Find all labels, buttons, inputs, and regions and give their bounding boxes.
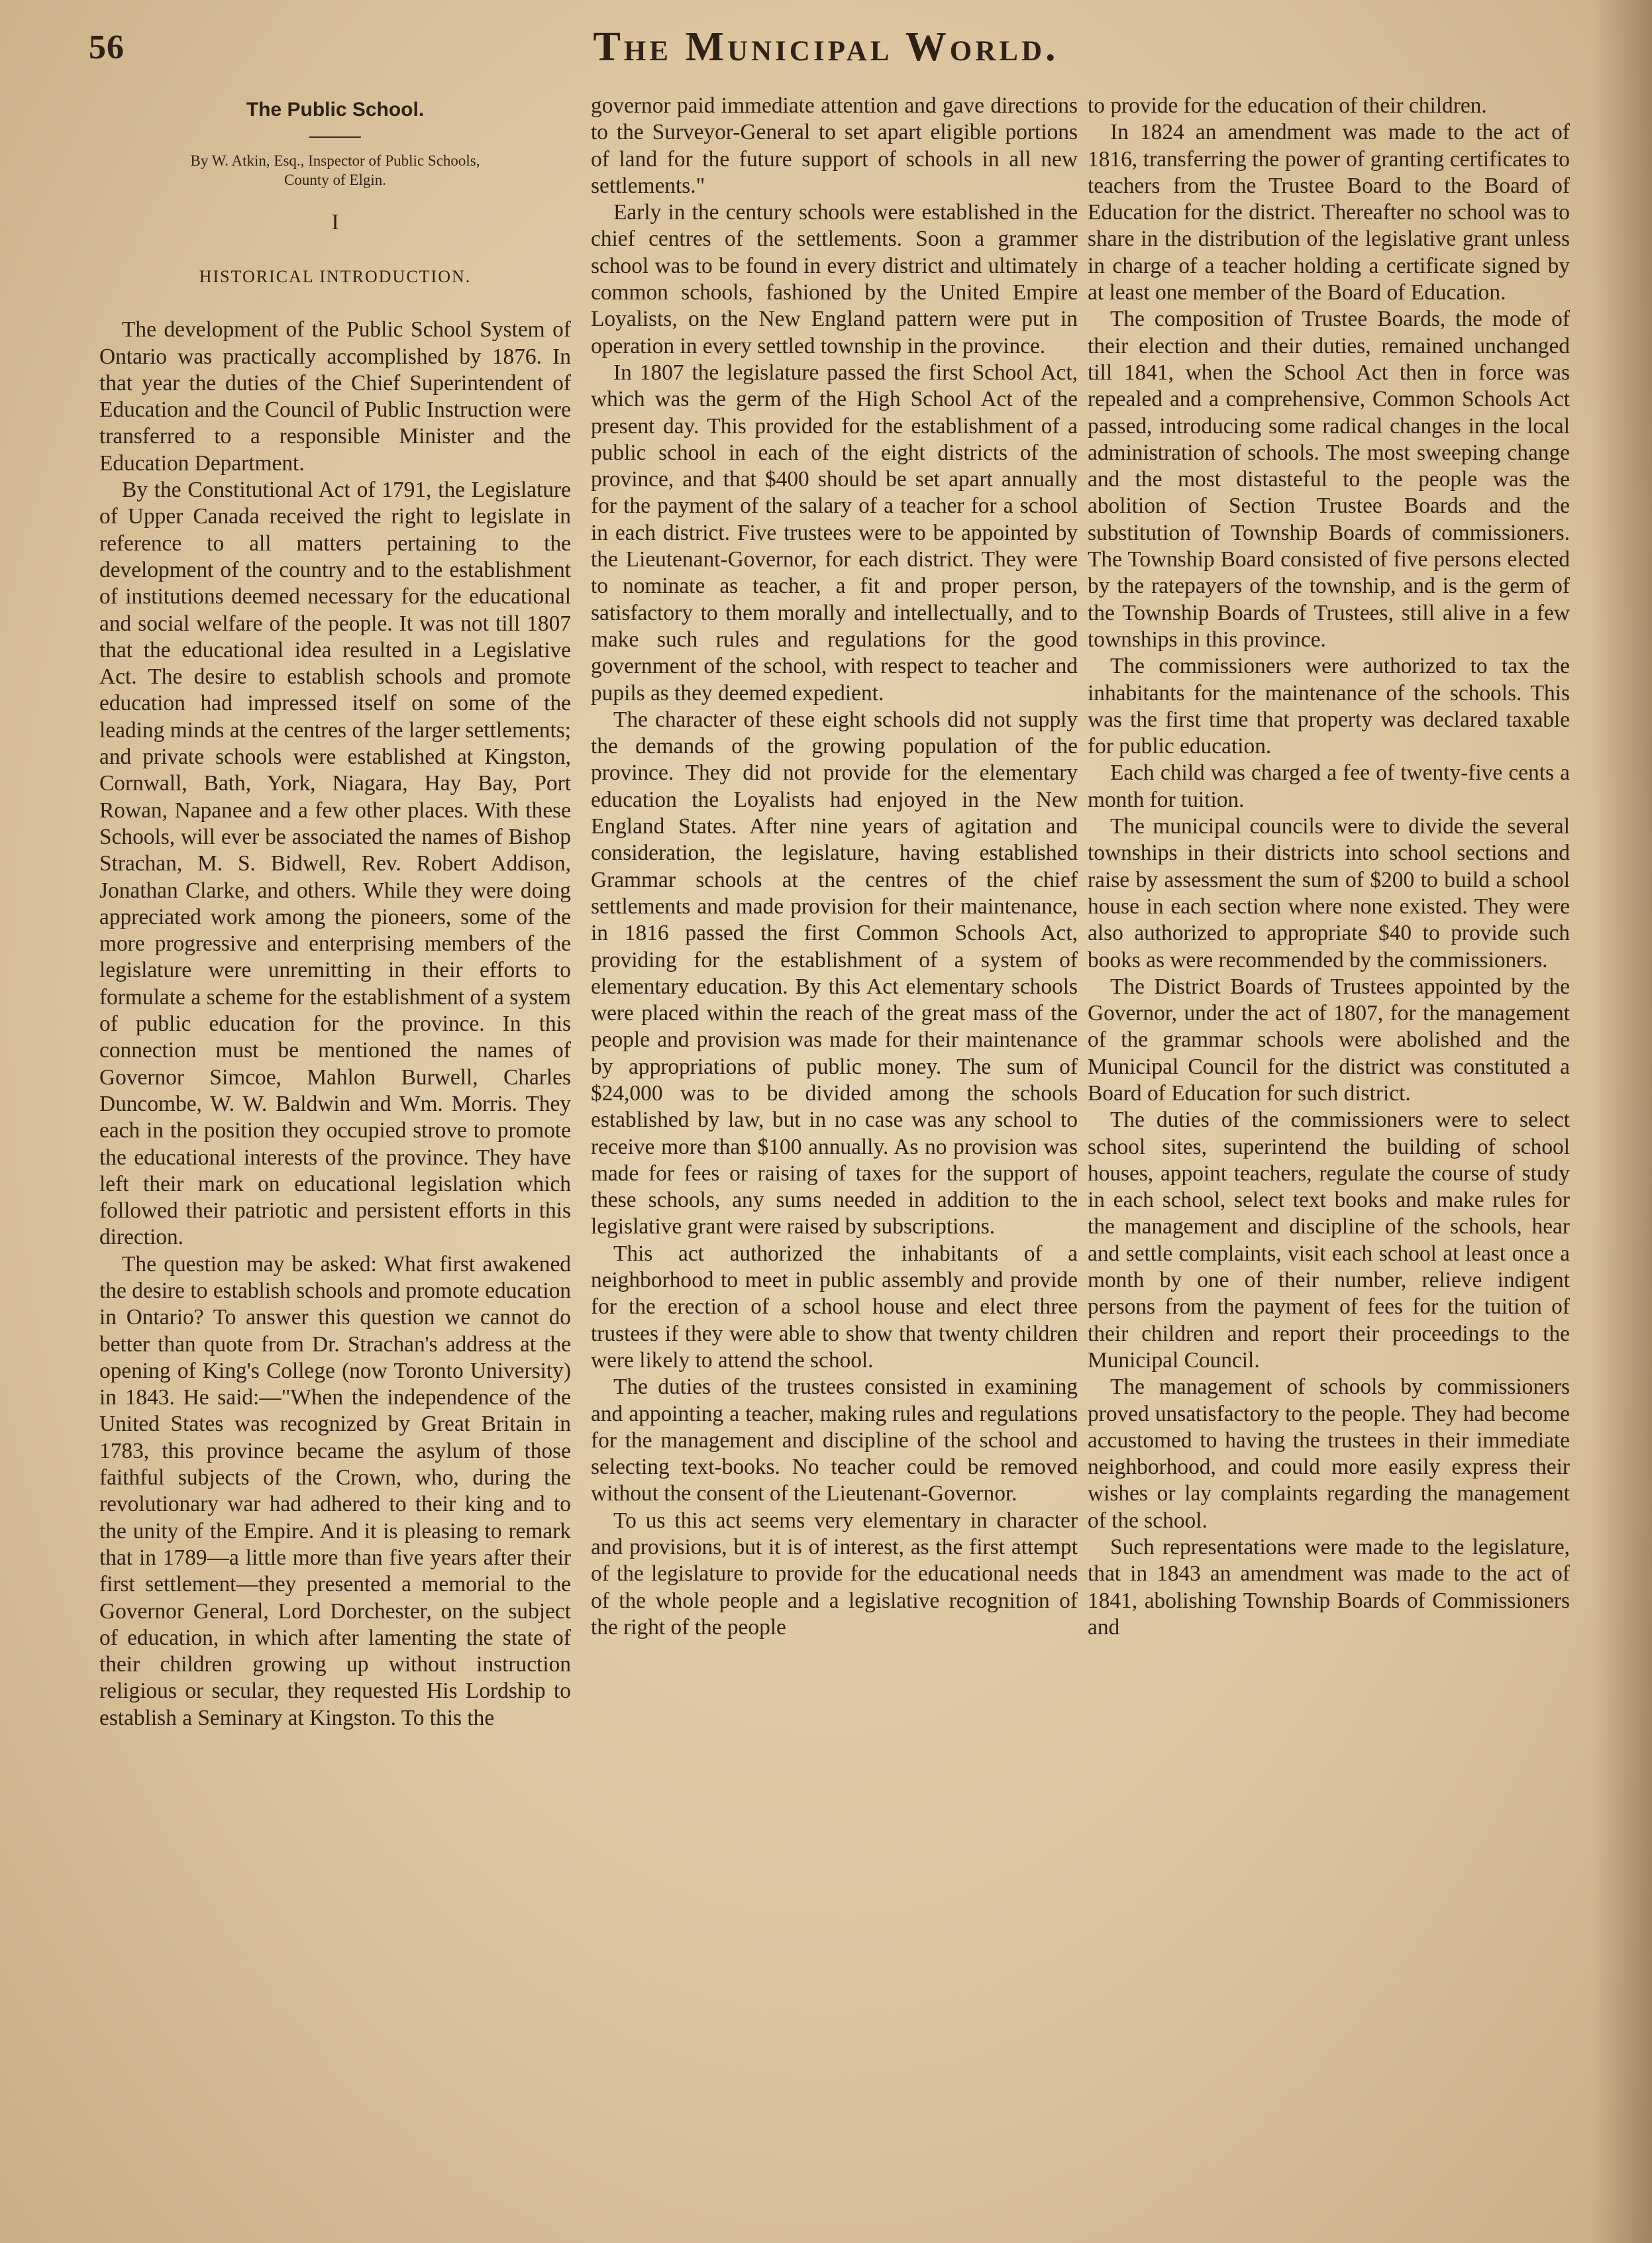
paragraph: The commissioners were authorized to tax the inhabitants for the maintenance of the schools. This was the first time that property was declared taxable for public education. [1088, 654, 1570, 759]
paragraph: to provide for the education of their children. [1088, 93, 1487, 118]
byline-author: By W. Atkin, Esq., Inspector of Public Schools, [190, 152, 480, 169]
paragraph: The character of these eight schools did not supply the demands of the growing population of the province. They did not provide for the elementary education the Loyalists had enjoyed in the New England States. After nine years of agitation and consideration, the legislature, having established Grammar schools at the centres of the chief settlements and made provision for their maintenance, in 1816 passed the first Common Schools Act, providing for the establishment of a system of elementary education. By this Act elementary schools were placed within the reach of the great mass of the people and provision was made for their maintenance by appropriations of public money. The sum of $24,000 was to be divided among the schools established by law, but in no case was any school to receive more than $100 annually. As no provision was made for fees or raising of taxes for the support of these schools, any sums needed in addition to the legislative grant were raised by subscriptions. [591, 707, 1078, 1239]
section-heading: HISTORICAL INTRODUCTION. [199, 267, 472, 286]
paragraph: Early in the century schools were established in the chief centres of the settlements. Soon a grammer school was to be found in every district and ultimately common schools, fashioned by the United Empire Loyalists, on the New England pattern were put in operation in every settled township in the province. [591, 200, 1078, 358]
paragraph: The composition of Trustee Boards, the mode of their election and their duties, remained unchanged till 1841, when the School Act then in force was repealed and a comprehensive, Common Schools Act passed, introducing some radical changes in the local administration of schools. The most sweeping change and the most distasteful to the people was the abolition of Section Trustee Boards and the substitution of Township Boards of commissioners. The Township Board consisted of five persons elected by the ratepayers of the township, and is the germ of the Township Boards of Trustees, still alive in a few townships in this province. [1088, 307, 1570, 652]
article-title: The Public School. [246, 99, 425, 121]
column-1 [99, 93, 571, 2226]
paragraph: governor paid immediate attention and gave directions to the Surveyor-General to set apart eligible portions of land for the future support of schools in all new settlements." [591, 93, 1078, 198]
page-number: 56 [89, 28, 125, 66]
paragraph: The duties of the trustees consisted in examining and appointing a teacher, making rules and regulations for the management and discipline of the school and selecting text-books. No teacher could be removed without the consent of the Lieutenant-Governor. [591, 1375, 1078, 1506]
paragraph: This act authorized the inhabitants of a neighborhood to meet in public assembly and provide for the erection of a school house and elect three trustees if they were able to show that twenty children were likely to attend the school. [591, 1241, 1078, 1373]
paragraph: In 1824 an amendment was made to the act of 1816, transferring the power of granting certificates to teachers from the Trustee Board to the Board of Education for the district. Thereafter no school was to share in the distribution of the legislative grant unless in charge of a teacher holding a certificate signed by at least one member of the Board of Education. [1088, 120, 1570, 305]
section-numeral: I [331, 210, 339, 235]
paragraph: By the Constitutional Act of 1791, the Legislature of Upper Canada received the right to legislate in reference to all matters pertaining to the development of the country and to the establishment of institutions deemed necessary for the educational and social welfare of the people. It was not till 1807 that the educational idea resulted in a Legislative Act. The desire to establish schools and promote education had impressed itself on some of the leading minds at the centres of the larger settlements; and private schools were established at Kingston, Cornwall, Bath, York, Niagara, Hay Bay, Port Rowan, Napanee and a few other places. With these Schools, will ever be associated the names of Bishop Strachan, M. S. Bidwell, Rev. Robert Addison, Jonathan Clarke, and others. While they were doing appreciated work among the pioneers, some of the more progressive and enterprising members of the legislature were unremitting in their efforts to formulate a scheme for the establishment of a system of public education for the province. In this connection must be mentioned the names of Governor Simcoe, Mahlon Burwell, Charles Duncombe, W. W. Baldwin and Wm. Morris. They each in the position they occupied strove to promote the educational interests of the province. They have left their mark on educational legislation which followed their patriotic and persistent efforts in this direction. [99, 478, 571, 1250]
paragraph: The development of the Public School System of Ontario was practically accomplished by 1876. In that year the duties of the Chief Superintendent of Education and the Council of Public Instruction were transferred to a responsible Minister and the Education Department. [99, 317, 571, 476]
paragraph: To us this act seems very elementary in character and provisions, but it is of interest, as the first attempt of the legislature to provide for the educational needs of the whole people and a legislative recognition of the right of the people [591, 1508, 1078, 1640]
byline-county: County of Elgin. [284, 172, 386, 188]
paragraph: The District Boards of Trustees appointed by the Governor, under the act of 1807, for the management of the grammar schools were abolished and the Municipal Council for the district was constituted a Board of Education for such district. [1088, 974, 1570, 1106]
binding-shadow [1592, 0, 1652, 2243]
paragraph: The duties of the commissioners were to select school sites, superintend the building of school houses, appoint teachers, regulate the course of study in each school, select text books and make rules for the management and discipline of the schools, hear and settle complaints, visit each school at least once a month by one of their number, relieve indigent persons from the payment of fees for the tuition of their children and report their proceedings to the Municipal Council. [1088, 1108, 1570, 1373]
paragraph: The management of schools by commissioners proved unsatisfactory to the people. They had become accustomed to having the trustees in their immediate neighborhood, and could more easily express their wishes or lay complaints regarding the management of the school. [1088, 1375, 1570, 1533]
journal-title: The Municipal World. [593, 25, 1059, 70]
page-header [0, 20, 1652, 93]
paragraph: Each child was charged a fee of twenty-five cents a month for tuition. [1088, 760, 1570, 812]
byline [99, 151, 571, 189]
column-2 [591, 93, 1078, 2226]
paragraph: The question may be asked: What first awakened the desire to establish schools and promote education in Ontario? To answer this question we cannot do better than quote from Dr. Strachan's address at the opening of King's College (now Toronto University) in 1843. He said:—"When the independence of the United States was recognized by Great Britain in 1783, this province became the asylum of those faithful subjects of the Crown, who, during the revolutionary war had adhered to their king and to the unity of the Empire. And it is pleasing to remark that in 1789—a little more than five years after their first settlement—they presented a memorial to the Governor General, Lord Dorchester, on the subject of education, in which after lamenting the state of their children growing up without instruction religious or secular, they requested His Lordship to establish a Seminary at Kingston. To this the [99, 1251, 571, 1730]
title-rule [309, 136, 361, 138]
column-3 [1088, 93, 1570, 2226]
paragraph: The municipal councils were to divide the several townships in their districts into school sections and raise by assessment the sum of $200 to build a school house in each section where none existed. They were also authorized to appropriate $40 to provide such books as were recommended by the commissioners. [1088, 814, 1570, 972]
paragraph: Such representations were made to the legislature, that in 1843 an amendment was made to the act of 1841, abolishing Township Boards of Commissioners and [1088, 1535, 1570, 1640]
paragraph: In 1807 the legislature passed the first School Act, which was the germ of the High School Act of the present day. This provided for the establishment of a public school in each of the eight districts of the province, and that $400 should be set apart annually for the payment of the salary of a teacher for a school in each district. Five trustees were to be appointed by the Lieutenant-Governor, for each district. They were to nominate as teacher, a fit and proper person, satisfactory to them morally and intellectually, and to make such rules and regulations for the good government of the school, with respect to teacher and pupils as they deemed expedient. [591, 360, 1078, 705]
